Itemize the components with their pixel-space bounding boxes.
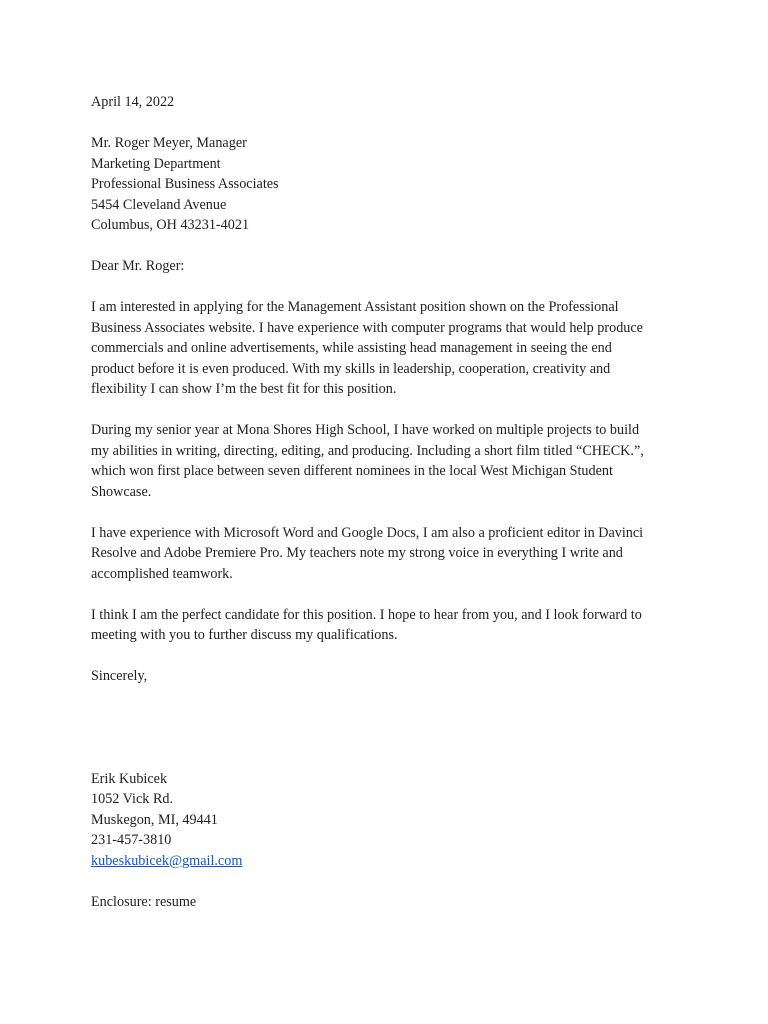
paragraph-line: Resolve and Adobe Premiere Pro. My teachers note my strong voice in everything I write and	[91, 545, 623, 561]
sender-city: Muskegon, MI, 49441	[91, 811, 218, 828]
recipient-department-line: Marketing Department	[91, 155, 221, 172]
paragraph-line: During my senior year at Mona Shores High School, I have worked on multiple projects to build	[91, 422, 640, 438]
paragraph-line: commercials and online advertisements, while assisting head management in seeing the end	[91, 340, 612, 356]
letter-date: April 14, 2022	[91, 94, 175, 110]
paragraph-line: meeting with you to further discuss my qualifications.	[91, 627, 398, 643]
sender-street: 1052 Vick Rd.	[91, 791, 174, 807]
paragraph-line: accomplished teamwork.	[91, 565, 233, 582]
paragraph-line: Showcase.	[91, 483, 152, 500]
recipient-address	[91, 133, 691, 236]
salutation: Dear Mr. Roger:	[91, 258, 185, 274]
paragraph-line: Business Associates website. I have experience with computer programs that would help produce	[91, 319, 643, 336]
paragraph-line: flexibility I can show I’m the best fit for this position.	[91, 381, 397, 397]
paragraph-line: I have experience with Microsoft Word and Google Docs, I am also a proficient editor in Davinci	[91, 524, 644, 541]
paragraph-line: which won first place between seven different nominees in the local West Michigan Student	[91, 463, 613, 479]
sender-email-link[interactable]: kubeskubicek@gmail.com	[91, 852, 243, 869]
recipient-company-line: Professional Business Associates	[91, 176, 279, 192]
body-paragraph-3	[91, 523, 691, 585]
paragraph-line: product before it is even produced. With my skills in leadership, cooperation, creativity and	[91, 360, 611, 377]
paragraph-line: I am interested in applying for the Management Assistant position shown on the Professional	[91, 299, 619, 315]
recipient-city-line: Columbus, OH 43231-4021	[91, 217, 250, 233]
enclosure-note: Enclosure: resume	[91, 893, 197, 910]
paragraph-line: my abilities in writing, directing, editing, and producing. Including a short film titled “CHECK.”,	[91, 442, 644, 459]
sender-signature-block	[91, 769, 691, 872]
sender-email-line	[91, 851, 691, 872]
sender-phone: 231-457-3810	[91, 832, 172, 848]
recipient-name-line: Mr. Roger Meyer, Manager	[91, 135, 247, 151]
body-paragraph-4	[91, 605, 691, 646]
body-paragraph-2	[91, 420, 691, 502]
body-paragraph-1	[91, 297, 691, 400]
recipient-street-line: 5454 Cleveland Avenue	[91, 196, 227, 213]
sender-name: Erik Kubicek	[91, 770, 168, 787]
closing: Sincerely,	[91, 668, 148, 684]
paragraph-line: I think I am the perfect candidate for this position. I hope to hear from you, and I look forward to	[91, 606, 642, 623]
letter-page	[91, 92, 691, 912]
